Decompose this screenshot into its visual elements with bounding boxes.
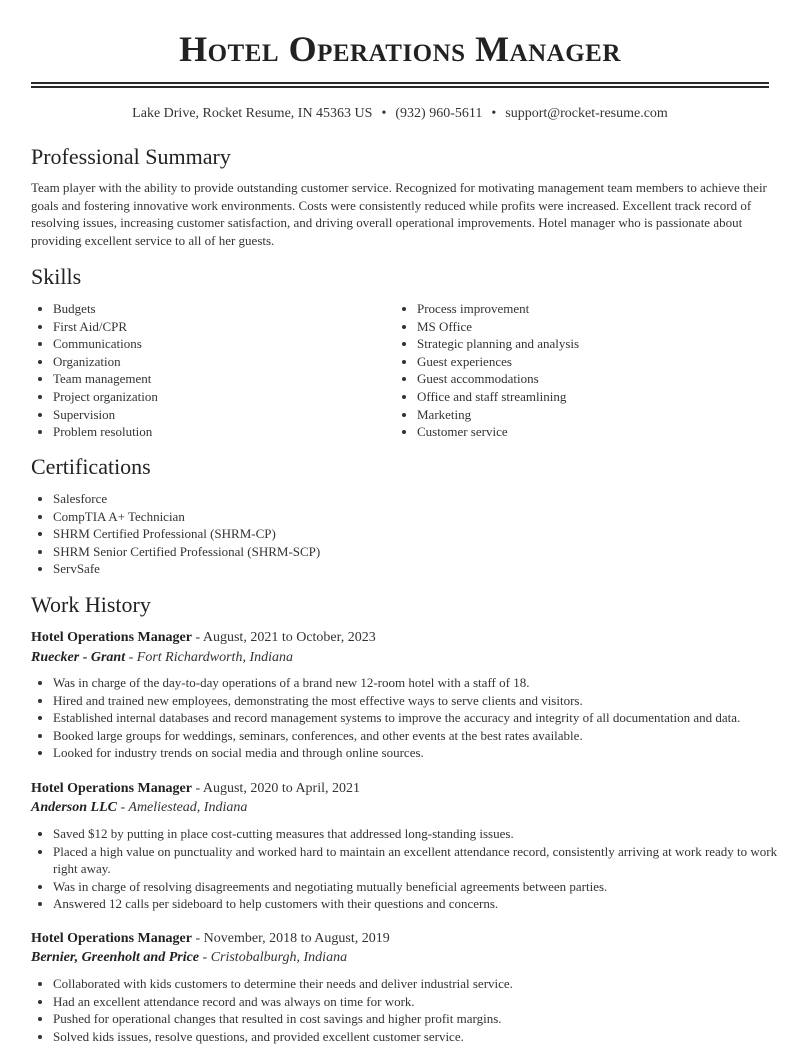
header-divider-bottom	[31, 86, 769, 88]
skill-item: • Problem resolution	[53, 423, 393, 441]
skill-item: • Guest accommodations	[417, 370, 787, 388]
contact-separator: •	[381, 106, 387, 121]
skill-item: • Communications	[53, 335, 393, 353]
contact-phone: (932) 960-5611	[395, 106, 483, 121]
job-dates: August, 2021 to October, 2023	[202, 630, 376, 645]
skill-item: • Strategic planning and analysis	[417, 335, 787, 353]
skill-item: • Budgets	[53, 300, 393, 318]
certification-item: • CompTIA A+ Technician	[53, 508, 753, 526]
job-bullet: • Saved $12 by putting in place cost-cutting measures that addressed long-standing issues.	[53, 825, 793, 843]
job-bullets	[31, 674, 793, 762]
job-company: Bernier, Greenholt and Price	[31, 950, 200, 965]
job-bullet: • Hired and trained new employees, demonstrating the most effective ways to serve clients and visitors.	[53, 692, 793, 710]
job-bullet: • Collaborated with kids customers to determine their needs and deliver industrial service.	[53, 975, 793, 993]
job-title-line: Hotel Operations Manager - November, 2018 to August, 2019	[31, 931, 390, 946]
skills-list-left	[31, 300, 393, 441]
certification-item: • ServSafe	[53, 560, 753, 578]
certifications-heading: Certifications	[31, 454, 151, 479]
job-location: Ameliestead, Indiana	[128, 800, 248, 815]
skill-item: • First Aid/CPR	[53, 318, 393, 336]
skill-item: • Marketing	[417, 406, 787, 424]
job-company: Ruecker - Grant	[31, 650, 126, 665]
skill-item: • Supervision	[53, 406, 393, 424]
skills-list-right	[395, 300, 787, 441]
summary-text: Team player with the ability to provide outstanding customer service. Recognized for motivating management team members to achieve their goals and fostering innovative work environments. Costs were consistently reduced while profits were increased. Excellent track record of resolving issues, increasing customer satisfaction, and driving overall operational improvements. Hotel manager who is passionate about providing excellent service to all of her guests.	[31, 180, 767, 249]
skill-item: • MS Office	[417, 318, 787, 336]
job-title-line: Hotel Operations Manager - August, 2020 to April, 2021	[31, 781, 360, 796]
certification-item: • SHRM Certified Professional (SHRM-CP)	[53, 525, 753, 543]
job-company-line: Anderson LLC - Ameliestead, Indiana	[31, 800, 248, 815]
certifications-list	[31, 490, 753, 578]
job-bullet: • Answered 12 calls per sideboard to help customers with their questions and concerns.	[53, 895, 793, 913]
job-location: Fort Richardworth, Indiana	[136, 650, 293, 665]
job-company-line: Ruecker - Grant - Fort Richardworth, Indiana	[31, 650, 293, 665]
contact-separator: •	[491, 106, 497, 121]
job-dates: August, 2020 to April, 2021	[202, 781, 360, 796]
job-title-line: Hotel Operations Manager - August, 2021 to October, 2023	[31, 630, 376, 645]
header-divider-top	[31, 82, 769, 84]
contact-address: Lake Drive, Rocket Resume, IN 45363 US	[132, 106, 373, 121]
job-bullet: • Booked large groups for weddings, seminars, conferences, and other events at the best rates available.	[53, 727, 793, 745]
job-bullets	[31, 825, 793, 913]
skill-item: • Customer service	[417, 423, 787, 441]
certification-item: • SHRM Senior Certified Professional (SHRM-SCP)	[53, 543, 753, 561]
job-bullet: • Solved kids issues, resolve questions, and provided excellent customer service.	[53, 1028, 793, 1045]
job-bullet: • Was in charge of the day-to-day operations of a brand new 12-room hotel with a staff of 18.	[53, 674, 793, 692]
job-dates: November, 2018 to August, 2019	[203, 931, 390, 946]
job-bullet: • Placed a high value on punctuality and worked hard to maintain an excellent attendance record, consistently arriving at work ready to work right away.	[53, 843, 793, 878]
skill-item: • Office and staff streamlining	[417, 388, 787, 406]
contact-email: support@rocket-resume.com	[505, 106, 668, 121]
job-company-line: Bernier, Greenholt and Price - Cristobalburgh, Indiana	[31, 950, 348, 965]
skill-item: • Organization	[53, 353, 393, 371]
skill-item: • Project organization	[53, 388, 393, 406]
summary-heading: Professional Summary	[31, 144, 231, 169]
skill-item: • Guest experiences	[417, 353, 787, 371]
skill-item: • Process improvement	[417, 300, 787, 318]
job-bullet: • Established internal databases and record management systems to improve the accuracy and integrity of all documentation and data.	[53, 709, 793, 727]
contact-line	[0, 104, 800, 124]
skill-item: • Team management	[53, 370, 393, 388]
certification-item: • Salesforce	[53, 490, 753, 508]
job-company: Anderson LLC	[31, 800, 117, 815]
skills-heading: Skills	[31, 264, 82, 289]
job-title: Hotel Operations Manager	[31, 781, 192, 796]
job-title: Hotel Operations Manager	[31, 931, 192, 946]
job-location: Cristobalburgh, Indiana	[210, 950, 348, 965]
job-bullet: • Had an excellent attendance record and was always on time for work.	[53, 993, 793, 1011]
resume-name: Hotel Operations Manager	[179, 29, 621, 69]
job-bullet: • Looked for industry trends on social media and through online sources.	[53, 744, 793, 762]
job-bullet: • Pushed for operational changes that resulted in cost savings and higher profit margins.	[53, 1010, 793, 1028]
job-title: Hotel Operations Manager	[31, 630, 192, 645]
job-bullet: • Was in charge of resolving disagreements and negotiating mutually beneficial agreements between parties.	[53, 878, 793, 896]
work-history-heading: Work History	[31, 592, 151, 617]
